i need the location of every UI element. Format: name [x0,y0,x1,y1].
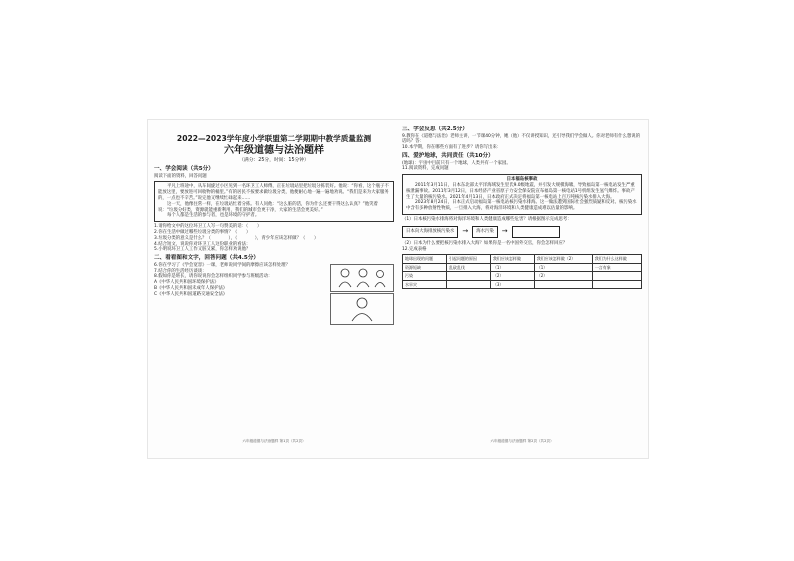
person-illustration-icon [342,296,382,322]
question-12: 12.完成表格 [402,246,427,252]
question-10-a: 10.本学期，你在哪些方面有了进步？请你写出来： [402,145,502,151]
table-row [403,263,642,271]
question-3: 3.垃圾分类的意义是什么？（ ），（ ），青少年应该怎样做？（ ） [154,235,319,241]
reading-passage [154,181,394,222]
cartoon-illustration [330,264,394,292]
flow-box-source: 日本向大海排放核污染水 [402,226,458,238]
question-6: 6.你在学习了《学会宽容》一课，老师说同学间的摩擦应该怎样处理？ [154,262,290,268]
arrow-right-icon: → [462,227,469,236]
article-paragraph: 2023年8月24日，日本正式启动福岛第一核电站核污染水排海。这一做法遭到国际社会强烈质疑和反对。核污染水中含有多种放射性物质，一旦排入大海，将对海洋环境和人类健康造成难以估量的影响。 [406,200,637,212]
table-cell: （2） [534,272,592,280]
table-cell: 乱砍乱伐 [446,263,490,271]
section-2-body [154,263,394,326]
table-header-cell: 引起问题的原因 [446,255,490,263]
table-cell: 资源短缺 [403,263,447,271]
question-5: 5.小明说环卫工人工作又脏又累，你怎样劝说他？ [154,247,251,253]
question-1: 1.请你给文中的这位环卫工人写一句赞美的话：（ ） [154,224,262,230]
section-2-questions [154,263,327,326]
table-header-cell: 我们应该怎样做 [490,255,534,263]
table-cell: 水旱灾 [403,280,447,288]
option-c: C《中华人民共和国道路交通安全法》 [154,291,228,297]
article-box [402,174,642,215]
flow-box-result: 海水污染 [472,226,498,238]
question-7: 7.结合你的生活经历谈谈： [154,268,207,274]
article-paragraph: 2011年3月11日，日本东北部太平洋海域发生里氏9.0级地震，并引发大规模海啸，导致福岛第一核电站发生严重核泄漏事故。2011年3月12日，日本经济产业省原子力安全保安院宣布福岛第一核电站1号机组发生氢气爆炸。事故产生了大量的核污染水。2021年4月13日，日本政府正式决定将福岛第一核电站上百万吨核污染水排入大海。 [406,182,635,200]
table-cell: （3） [490,280,534,288]
table-cell: （1） [490,263,534,271]
table-header-cell: 我们为什么这样做 [592,255,641,263]
table-row [403,272,642,280]
table-cell: 污染 [403,272,447,280]
question-2: 2.你在生活中做过哪些垃圾分类的事情？（ ） [154,229,251,235]
people-illustration-icon [333,267,391,289]
exam-title: 六年级道德与法治题样 [224,145,324,156]
table-cell [592,280,641,288]
table-cell: （1） [534,263,592,271]
passage-paragraph: 每个人都是生活的参与者，也是环境的守护者。 [167,213,260,219]
left-page [154,126,394,448]
section-2-title: 二、看看图和文字，回答问题（共4.5分） [154,255,260,262]
question-11-2: （2）日本为什么要把核污染水排入大海？如果你是一名中国外交官，你会怎样回应？ [402,240,568,246]
option-a: A《中华人民共和国环境保护法》 [154,280,219,286]
flow-diagram [402,226,642,238]
question-11-1: （1）日本核污染水排海将对海洋环境和人类健康造成哪些危害？请根据图示完成思考： [402,216,572,222]
right-page [402,126,642,448]
section-4-title: 四、爱护地球，共同责任（共10分） [402,152,494,159]
illustration-column [330,263,394,326]
exam-header: 2022—2023学年度小学联盟第二学期期中教学质量监测 [176,134,372,143]
arrow-right-icon: → [501,227,508,236]
page-footer: 六年级道德与法治题样 第1页（共2页） [242,439,306,443]
section-3-title: 三、学会反思（共2.5分） [402,126,468,132]
table-cell [446,280,490,288]
table-cell: 一言有象 [592,263,641,271]
article-title: 日本福岛核事故 [506,177,538,183]
table-cell [592,272,641,280]
option-b: B《中华人民共和国未成年人保护法》 [154,285,228,291]
question-11: 11.阅读资料，完成问题 [402,166,449,172]
table-cell [446,272,490,280]
question-8: 8.假如你是班长，请你说说你会怎样组织同学参与班级活动： [154,274,273,280]
cartoon-illustration [330,293,394,325]
question-4: 4.结合短文，说说你对环卫工人这份职业的看法： [154,241,251,247]
table-header-cell: 地球出现的问题 [403,255,447,263]
section-1-title: 一、学会阅读（共5分） [154,166,214,172]
exam-sheet [148,120,648,458]
passage-paragraph: 平凡上班途中，从车间旋过小区见到一名环卫工人师傅，正在垃圾站里把垃圾分拣装好。他说：“你看，这个瓶子不能放这里，要放进可回收物的桶里。”有的居民不按要求做垃圾分类，他便耐心地一遍一遍地劝说。“我们是来为大家服务的，一点也不辛苦。”说完他又继续忙碌起来…… [158,184,389,201]
answer-table [402,254,642,289]
table-cell: （2） [490,272,534,280]
section-1-intro: 阅读下面的资料，回答问题 [154,173,207,179]
table-header-row [403,255,642,263]
table-header-cell: 我们应该怎样做（2） [534,255,592,263]
table-cell [534,280,592,288]
page-footer: 六年级道德与法治题样 第2页（共2页） [490,439,554,443]
question-9: 9.教你在《道德与法治》老师主讲，一节课40分钟，她（他）不仅讲授知识，还引导我们学会做人。你对老师有什么想说的话吗？答： [402,133,641,145]
question-10: (地球)：宇宙中目前只有一个地球，人类共有一个家园。 [402,160,511,166]
table-row [403,280,642,288]
exam-meta: （满分：25分，时间：15分钟） [239,158,309,163]
flow-box-blank [512,226,560,238]
passage-paragraph: 这一天，他像往常一样，在垃圾站忙着分拣。有人问他：“这么脏的活，你为什么还要干得这么认真？”他笑着说：“垃圾分好类，资源就能重新利用，我们的城市会更干净，大家的生活会更美好。” [158,201,378,213]
